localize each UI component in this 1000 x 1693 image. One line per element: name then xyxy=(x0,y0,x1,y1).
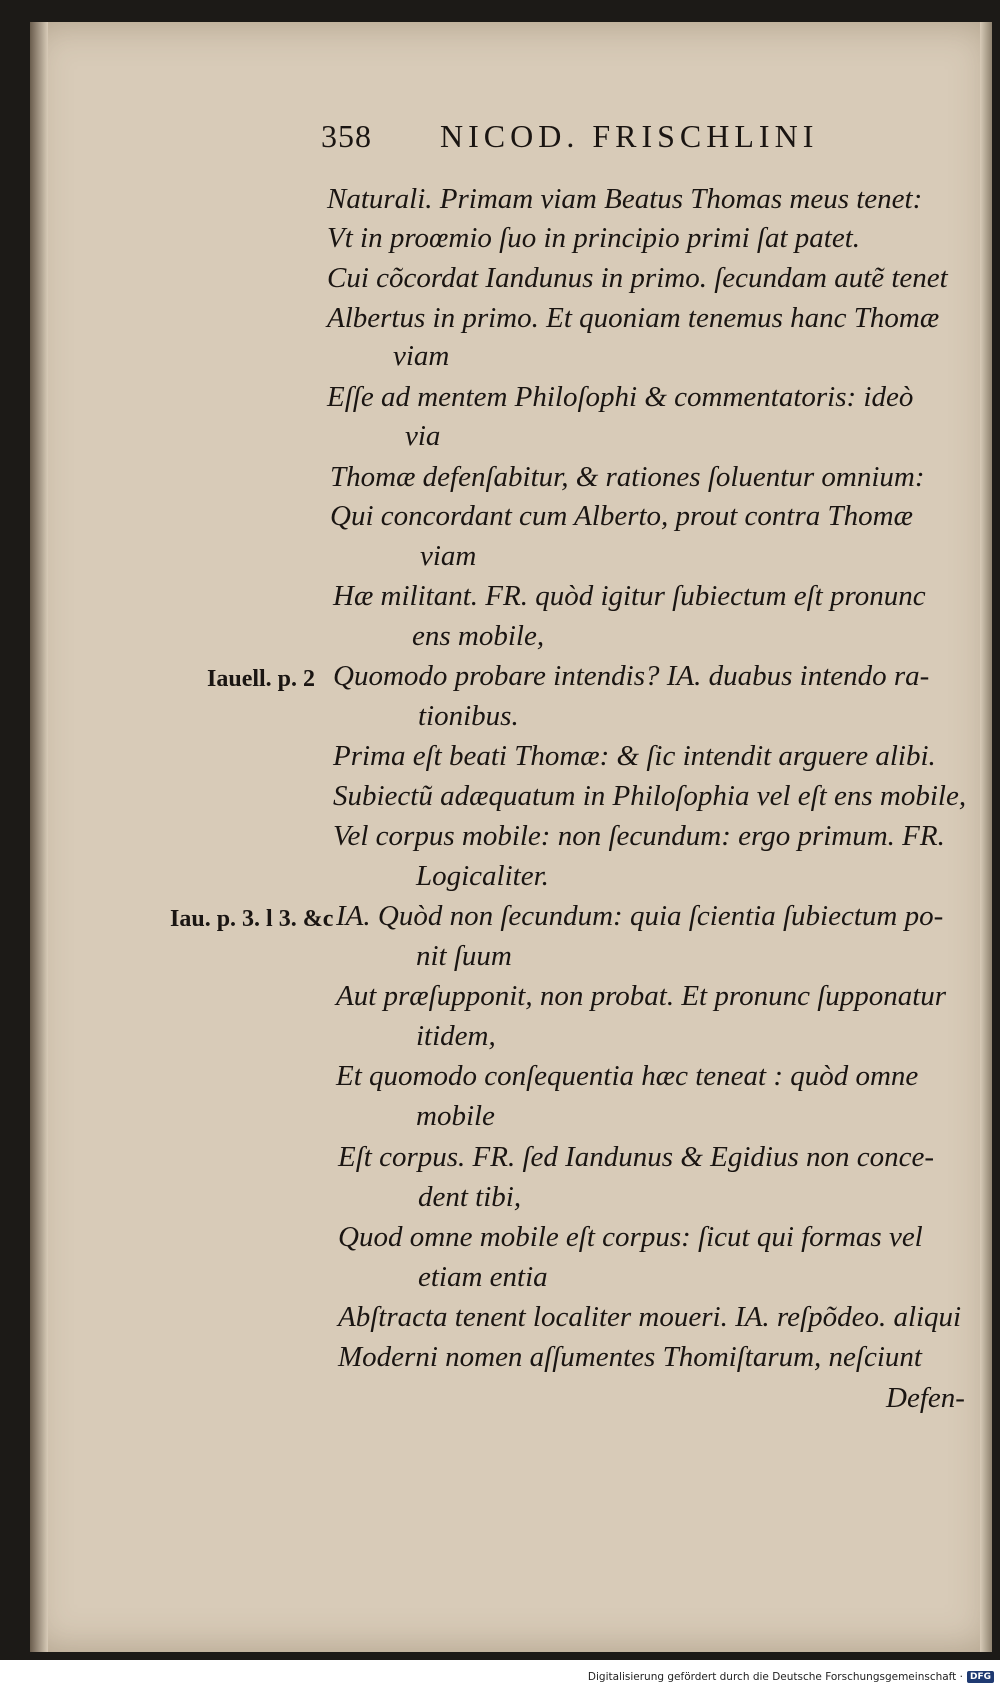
text-line: dent tibi, xyxy=(418,1181,522,1213)
marginal-note: Iauell. p. 2 xyxy=(207,666,316,692)
text-line: Hæ militant. FR. quòd igitur ſubiectum eſt pronunc xyxy=(333,580,926,612)
text-line: Subiectũ adæquatum in Philoſophia vel eſt ens mobile, xyxy=(333,780,967,812)
text-line: Quod omne mobile eſt corpus: ſicut qui formas vel xyxy=(338,1221,923,1253)
credit-text: Digitalisierung gefördert durch die Deutsche Forschungsgemeinschaft · xyxy=(587,1671,963,1683)
dfg-logo: DFG xyxy=(967,1671,994,1683)
text-line: Thomæ defenſabitur, & rationes ſoluentur omnium: xyxy=(330,461,925,493)
marginal-note: Iau. p. 3. l 3. &c xyxy=(170,906,334,932)
text-line: Et quomodo conſequentia hæc teneat : quòd omne xyxy=(336,1060,919,1092)
text-line: via xyxy=(405,420,441,452)
text-line: Eſt corpus. FR. ſed Iandunus & Egidius non conce- xyxy=(338,1141,935,1173)
text-line: viam xyxy=(420,540,477,572)
text-line: Vel corpus mobile: non ſecundum: ergo primum. FR. xyxy=(333,820,945,852)
footer-credit xyxy=(588,1667,994,1687)
text-line: Albertus in primo. Et quoniam tenemus hanc Thomæ xyxy=(327,302,940,334)
text-line: Logicaliter. xyxy=(416,860,549,892)
text-line: nit ſuum xyxy=(416,940,512,972)
page-gutter-shadow xyxy=(30,22,48,1652)
text-line: Quomodo probare intendis? IA. duabus intendo ra- xyxy=(333,660,930,692)
text-line: Moderni nomen aſſumentes Thomiſtarum, neſciunt xyxy=(338,1341,922,1373)
text-line: Qui concordant cum Alberto, prout contra Thomæ xyxy=(330,500,913,532)
text-line: Naturali. Primam viam Beatus Thomas meus tenet: xyxy=(327,183,923,215)
text-line: Vt in proœmio ſuo in principio primi ſat patet. xyxy=(327,222,861,254)
text-line: mobile xyxy=(416,1100,495,1132)
text-line: Prima eſt beati Thomæ: & ſic intendit arguere alibi. xyxy=(333,740,936,772)
text-line: ens mobile, xyxy=(412,620,545,652)
page-edge-shadow xyxy=(980,22,992,1652)
catchword: Defen- xyxy=(886,1382,965,1414)
running-head: NICOD. FRISCHLINI xyxy=(440,118,819,154)
text-line: Eſſe ad mentem Philoſophi & commentatoris: ideò xyxy=(327,381,914,413)
text-line: Abſtracta tenent localiter moueri. IA. reſpõdeo. aliqui xyxy=(338,1301,962,1333)
text-line: etiam entia xyxy=(418,1261,548,1293)
text-line: IA. Quòd non ſecundum: quia ſcientia ſubiectum po- xyxy=(336,900,944,932)
text-line: Aut præſupponit, non probat. Et pronunc ſupponatur xyxy=(336,980,947,1012)
text-line: Cui cõcordat Iandunus in primo. ſecundam autẽ tenet xyxy=(327,262,948,294)
text-line: tionibus. xyxy=(418,700,519,732)
page-number: 358 xyxy=(321,118,372,154)
text-line: viam xyxy=(393,340,450,372)
text-line: itidem, xyxy=(416,1020,496,1052)
